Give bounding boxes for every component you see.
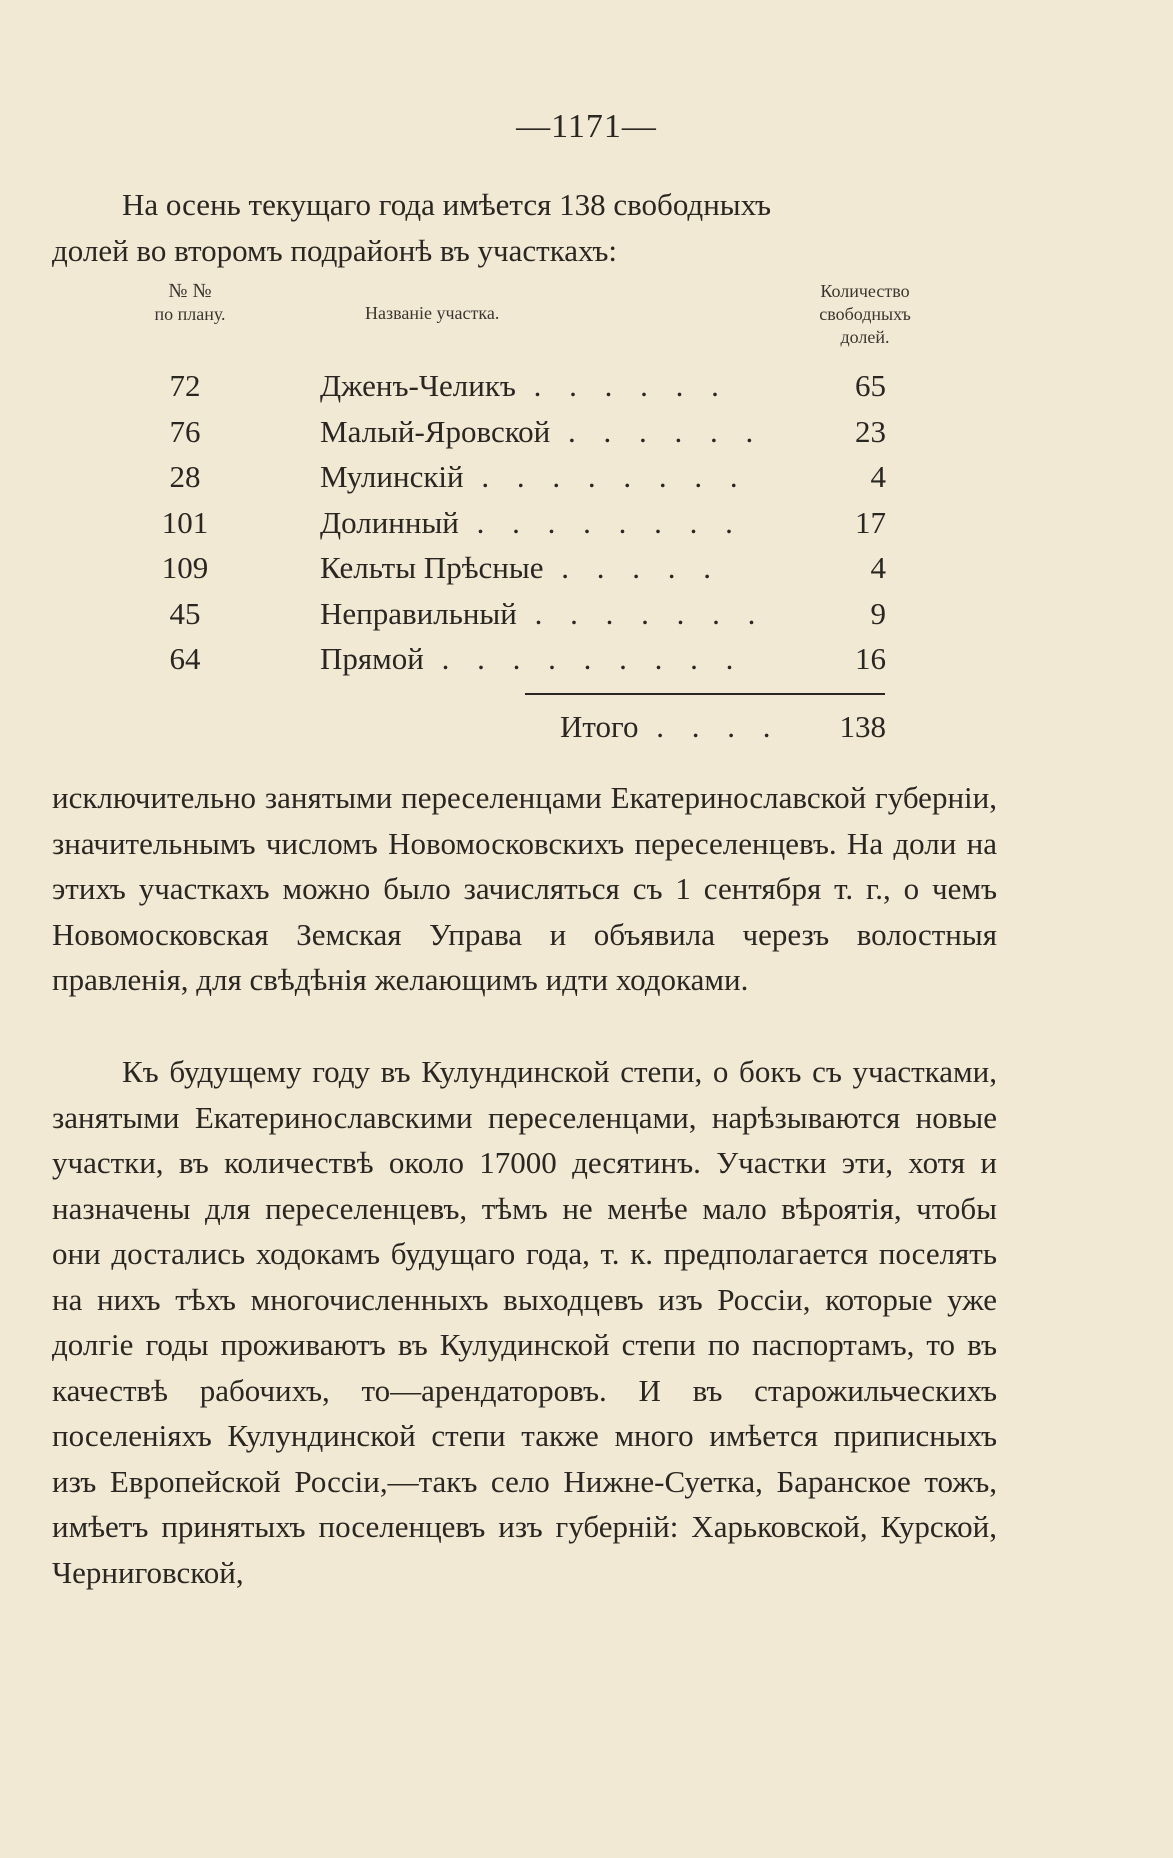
table-row [0,409,1173,455]
row-free-shares: 23 [855,413,886,449]
row-plot-name [320,363,800,409]
row-leader-dots: . . . . . . . . [458,504,743,540]
intro-paragraph [52,182,997,273]
paragraph-1: исключительно занятыми переселенцами Екатеринославской губерніи, значительнымъ числомъ Новомосковскихъ переселенцевъ. На доли на этихъ участкахъ можно было зачисляться съ 1 сентября т. г., о чемъ Новомосковская Земская Управа и объявила черезъ волостныя правленія, для свѣдѣнія желающимъ идти ходоками. [52,780,997,997]
row-leader-dots: . . . . . . . [516,595,766,631]
total-label-text: Итого [560,709,639,744]
row-plot-name-text: Мулинскій [320,459,464,494]
row-plan-number: 64 [169,641,201,676]
header-qty-line-2: свободныхъ [819,304,911,324]
row-free-shares: 4 [870,459,886,494]
total-row [0,704,1173,749]
header-plot-name: Названіе участка. [365,303,500,323]
page-number: —1171— [516,108,657,145]
row-plot-name [320,409,800,455]
row-free-shares: 65 [855,368,886,403]
header-qty-line-3: долей. [840,327,890,347]
header-qty-line-1: Количество [820,281,910,301]
total-dots: . . . . [638,709,781,744]
row-plan-number: 109 [161,550,209,585]
table-row [0,545,1173,591]
row-plan-number: 72 [169,368,201,403]
header-plan-number [130,280,250,326]
table-row [0,500,1173,546]
row-leader-dots: . . . . . . [550,413,764,449]
row-plot-name-text: Дженъ-Челикъ [320,368,516,403]
total-rule [525,693,885,695]
header-number-label: по плану. [154,304,226,324]
row-plot-name [320,636,800,682]
table-row [0,363,1173,409]
row-free-shares: 9 [870,595,886,631]
row-plot-name-text: Долинный [320,504,459,540]
paragraph-2: Къ будущему году въ Кулундинской степи, о бокъ съ участками, занятыми Екатеринославскими переселенцами, нарѣзываются новые участки, въ количествѣ около 17000 десятинъ. Участки эти, хотя и назначены для переселенцевъ, тѣмъ не менѣе мало вѣроятія, чтобы они достались ходокамъ будущаго года, т. к. предполагается поселять на нихъ тѣхъ многочисленныхъ выходцевъ изъ Россіи, которые уже долгіе годы проживаютъ въ Кулудинской степи по паспортамъ, то въ качествѣ рабочихъ, то—арендаторовъ. И въ старожильческихъ поселеніяхъ Кулундинской степи также много имѣется приписныхъ изъ Европейской Россіи,—такъ село Нижне-Суетка, Баранское тожъ, имѣетъ принятыхъ поселенцевъ изъ губерній: Харьковской, Курской, Черниговской, [52,1054,997,1590]
row-plot-name-text: Малый-Яровской [320,413,551,449]
row-plot-name-text: Кельты Прѣсные [320,550,544,585]
header-free-shares [800,280,930,349]
row-plan-number: 28 [169,459,201,494]
row-plot-name [320,500,800,546]
row-plot-name [320,454,800,500]
row-plan-number: 101 [161,504,209,540]
row-plan-number: 76 [169,413,201,449]
total-value: 138 [839,709,886,744]
row-free-shares: 17 [855,504,886,540]
row-free-shares: 16 [855,641,886,676]
row-free-shares: 4 [870,550,886,585]
total-label [560,704,780,749]
row-plan-number: 45 [169,595,201,631]
table-row [0,636,1173,682]
row-leader-dots: . . . . . . . . [463,459,748,494]
row-plot-name [320,545,800,591]
row-plot-name [320,591,800,637]
row-leader-dots: . . . . . [543,550,721,585]
plots-table [0,363,1173,682]
row-leader-dots: . . . . . . . . . [423,641,744,676]
intro-line-1: На осень текущаго года имѣется 138 свободныхъ [122,187,771,222]
header-number-symbol: № № [168,280,212,302]
intro-line-2: долей во второмъ подрайонѣ въ участкахъ: [52,232,618,268]
table-row [0,454,1173,500]
table-row [0,591,1173,637]
row-plot-name-text: Прямой [320,641,424,676]
row-plot-name-text: Неправильный [320,595,517,631]
row-leader-dots: . . . . . . [515,368,729,403]
